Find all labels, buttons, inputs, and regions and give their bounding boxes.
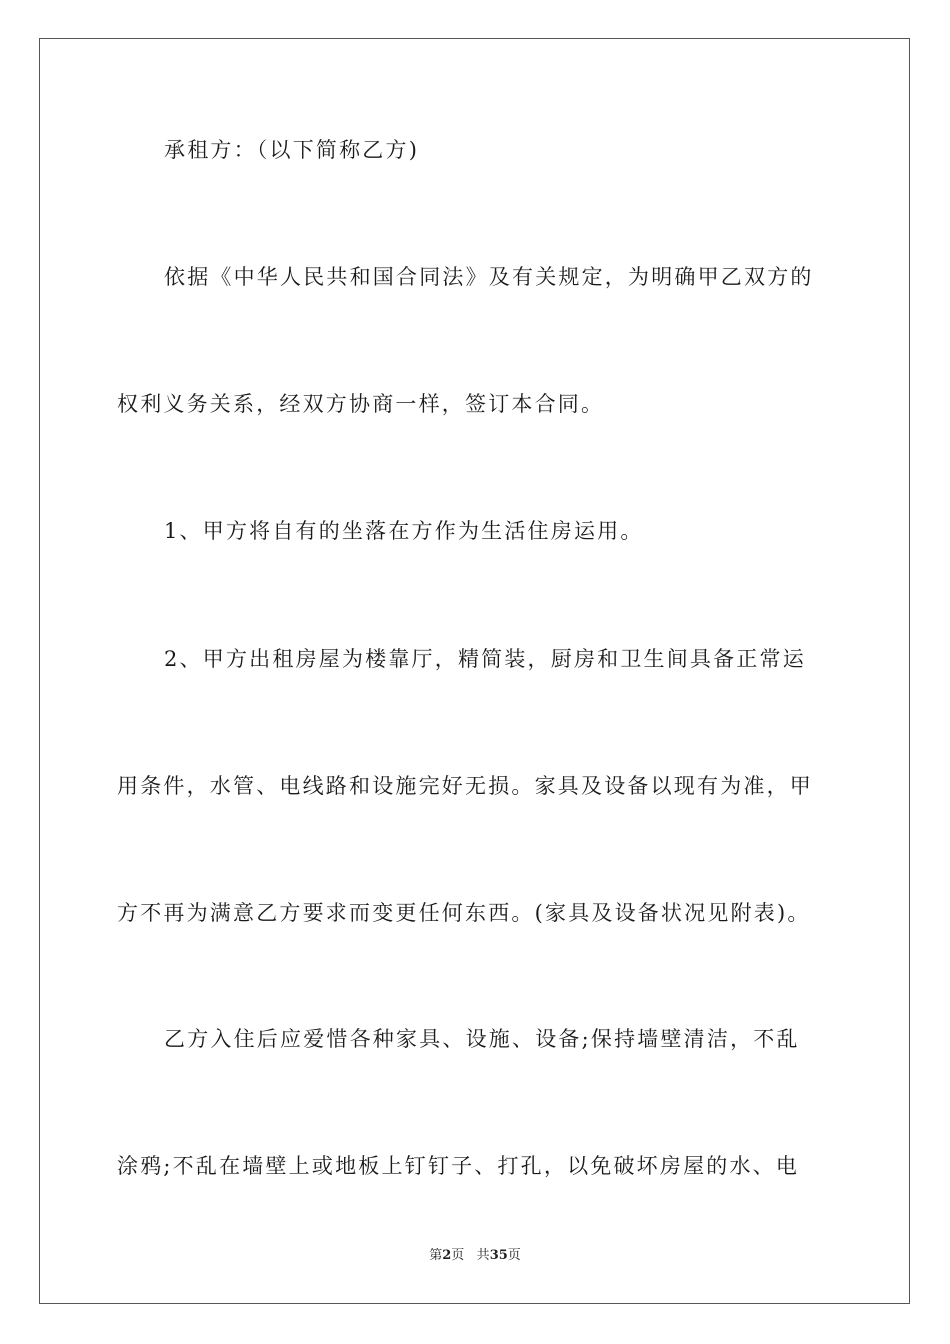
clause-1-line: 1、甲方将自有的坐落在方作为生活住房运用。 [164, 519, 644, 543]
page-suffix: 页 [451, 1248, 465, 1263]
page-number: 2 [442, 1248, 452, 1263]
total-prefix: 共 [476, 1248, 490, 1263]
paragraph-line: 涂鸦;不乱在墙壁上或地板上钉钉子、打孔，以免破坏房屋的水、电 [117, 1154, 800, 1178]
page-footer [0, 1247, 950, 1265]
paragraph-line: 依据《中华人民共和国合同法》及有关规定，为明确甲乙双方的 [164, 265, 814, 289]
paragraph-line: 乙方入住后应爱惜各种家具、设施、设备;保持墙壁清洁，不乱 [164, 1027, 800, 1051]
paragraph-line: 权利义务关系，经双方协商一样，签订本合同。 [117, 392, 605, 416]
total-pages: 35 [489, 1248, 508, 1263]
lessee-line: 承租方：（以下简称乙方) [164, 138, 420, 162]
total-suffix: 页 [507, 1248, 521, 1263]
page-prefix: 第 [429, 1248, 443, 1263]
paragraph-line: 方不再为满意乙方要求而变更任何东西。(家具及设备状况见附表)。 [117, 901, 811, 925]
paragraph-line: 用条件，水管、电线路和设施完好无损。家具及设备以现有为准，甲 [117, 774, 813, 798]
clause-2-line: 2、甲方出租房屋为楼靠厅，精简装，厨房和卫生间具备正常运 [164, 647, 806, 671]
